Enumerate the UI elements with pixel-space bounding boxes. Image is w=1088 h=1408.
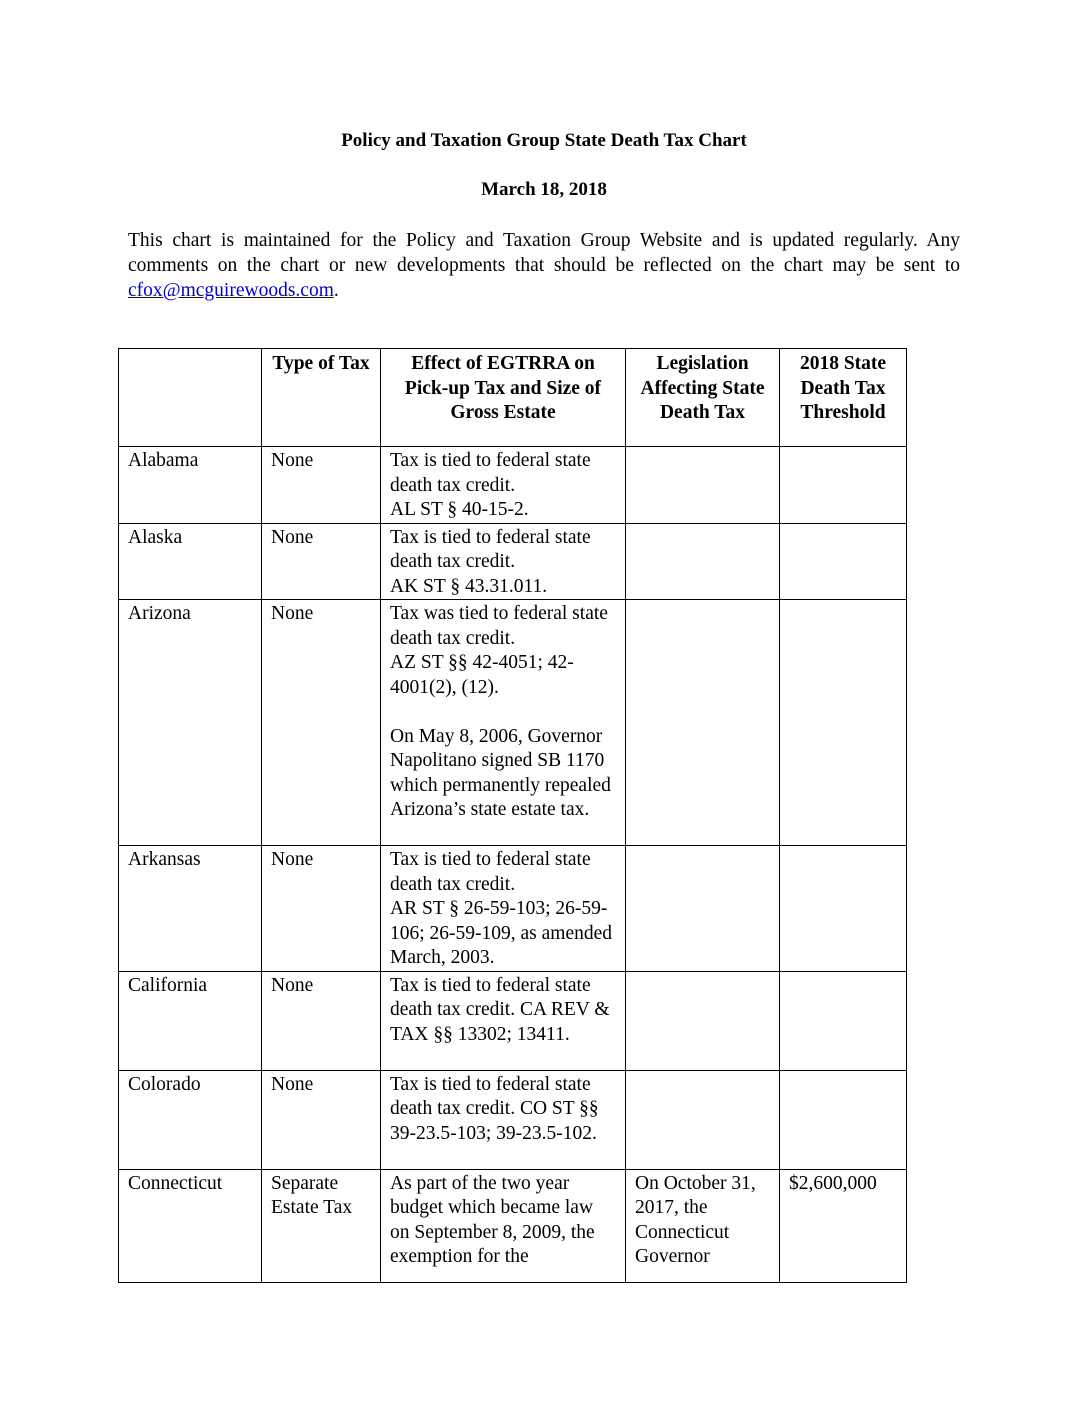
type-cell: None bbox=[262, 600, 381, 846]
effect-cell: Tax is tied to federal state death tax credit. AL ST § 40-15-2. bbox=[381, 447, 626, 524]
legislation-cell bbox=[626, 971, 780, 1070]
legislation-cell bbox=[626, 523, 780, 600]
state-cell: Arkansas bbox=[119, 846, 262, 972]
email-link[interactable]: cfox@mcguirewoods.com bbox=[128, 280, 334, 301]
state-cell: Alabama bbox=[119, 447, 262, 524]
legislation-cell bbox=[626, 447, 780, 524]
intro-paragraph bbox=[128, 228, 960, 303]
effect-cell: Tax is tied to federal state death tax credit. CO ST §§ 39-23.5-103; 39-23.5-102. bbox=[381, 1070, 626, 1169]
table-row bbox=[119, 600, 907, 846]
threshold-cell bbox=[780, 1070, 907, 1169]
type-cell: None bbox=[262, 1070, 381, 1169]
effect-cell: Tax is tied to federal state death tax credit. AR ST § 26-59-103; 26-59-106; 26-59-109, as amended March, 2003. bbox=[381, 846, 626, 972]
intro-text: This chart is maintained for the Policy and Taxation Group Website and is updated regularly. Any comments on the chart or new developments that should be reflected on the chart may be sent to bbox=[128, 230, 960, 276]
header-egtrra-effect: Effect of EGTRRA on Pick-up Tax and Size of Gross Estate bbox=[381, 349, 626, 447]
table-row bbox=[119, 523, 907, 600]
header-state bbox=[119, 349, 262, 447]
header-threshold: 2018 State Death Tax Threshold bbox=[780, 349, 907, 447]
threshold-cell bbox=[780, 523, 907, 600]
state-cell: Colorado bbox=[119, 1070, 262, 1169]
table-row bbox=[119, 971, 907, 1070]
table-row bbox=[119, 846, 907, 972]
effect-cell: Tax was tied to federal state death tax credit. AZ ST §§ 42-4051; 42-4001(2), (12). On May 8, 2006, Governor Napolitano signed SB 1170 which permanently repealed Arizona’s state estate tax. bbox=[381, 600, 626, 846]
effect-cell: Tax is tied to federal state death tax credit. CA REV & TAX §§ 13302; 13411. bbox=[381, 971, 626, 1070]
document-date: March 18, 2018 bbox=[481, 179, 607, 200]
threshold-cell: $2,600,000 bbox=[780, 1169, 907, 1282]
effect-cell: As part of the two year budget which became law on September 8, 2009, the exemption for the bbox=[381, 1169, 626, 1282]
type-cell: None bbox=[262, 971, 381, 1070]
threshold-cell bbox=[780, 971, 907, 1070]
type-cell: None bbox=[262, 846, 381, 972]
state-cell: California bbox=[119, 971, 262, 1070]
legislation-cell bbox=[626, 600, 780, 846]
state-cell: Connecticut bbox=[119, 1169, 262, 1282]
state-cell: Alaska bbox=[119, 523, 262, 600]
intro-end: . bbox=[333, 280, 339, 301]
threshold-cell bbox=[780, 447, 907, 524]
table-row bbox=[119, 1070, 907, 1169]
table-row bbox=[119, 447, 907, 524]
effect-cell: Tax is tied to federal state death tax credit. AK ST § 43.31.011. bbox=[381, 523, 626, 600]
type-cell: None bbox=[262, 523, 381, 600]
state-cell: Arizona bbox=[119, 600, 262, 846]
header-legislation: Legislation Affecting State Death Tax bbox=[626, 349, 780, 447]
threshold-cell bbox=[780, 600, 907, 846]
header-type-of-tax: Type of Tax bbox=[262, 349, 381, 447]
state-death-tax-table bbox=[118, 348, 907, 1283]
threshold-cell bbox=[780, 846, 907, 972]
table-row bbox=[119, 1169, 907, 1282]
legislation-cell bbox=[626, 1070, 780, 1169]
type-cell: None bbox=[262, 447, 381, 524]
legislation-cell bbox=[626, 846, 780, 972]
document-title: Policy and Taxation Group State Death Tax Chart bbox=[341, 130, 747, 151]
legislation-cell: On October 31, 2017, the Connecticut Governor bbox=[626, 1169, 780, 1282]
header-row bbox=[119, 349, 907, 447]
type-cell: Separate Estate Tax bbox=[262, 1169, 381, 1282]
